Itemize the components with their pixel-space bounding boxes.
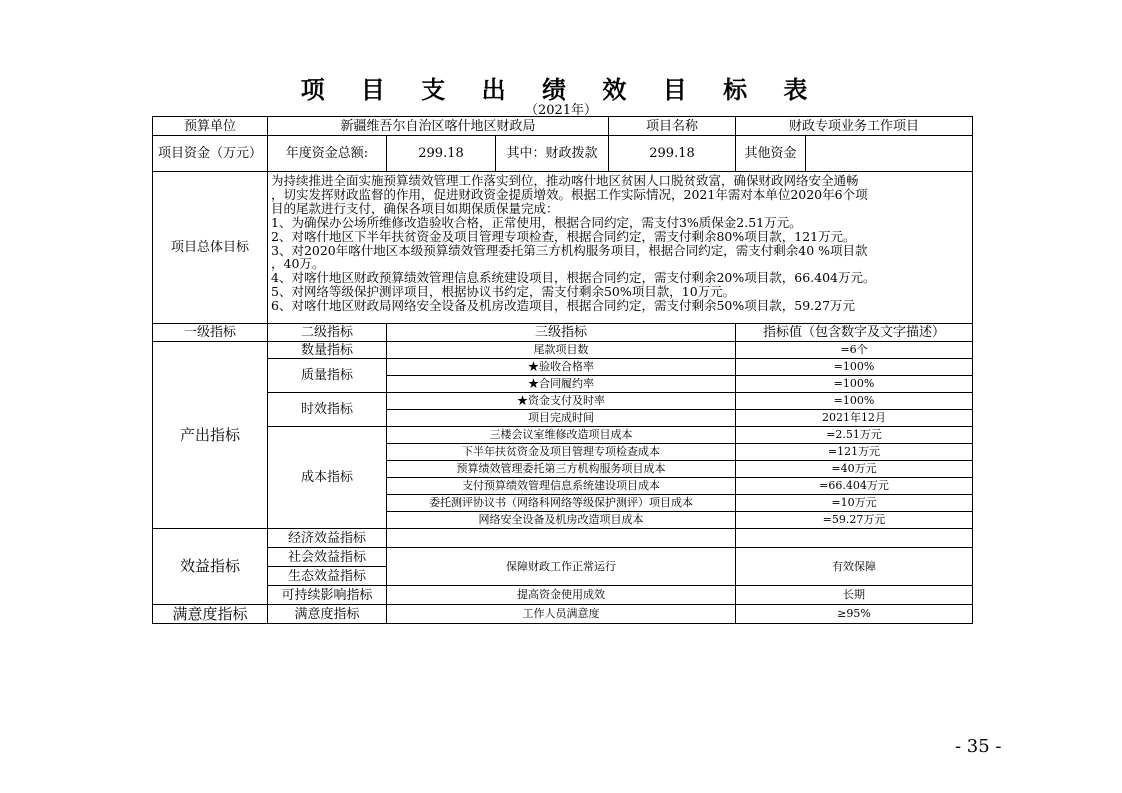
goal-row: [153, 172, 973, 324]
cost-indicator-label: 成本指标: [268, 427, 387, 529]
indicator-name: 尾款项目数: [387, 342, 736, 359]
time-indicator-label: 时效指标: [268, 393, 387, 427]
benefit-indicator-label: 效益指标: [153, 529, 268, 605]
indicator-value: =2.51万元: [736, 427, 973, 444]
indicator-value: 2021年12月: [736, 410, 973, 427]
table-row: [153, 427, 973, 444]
output-indicator-label: 产出指标: [153, 342, 268, 529]
table-row: [153, 605, 973, 624]
goal-line: 6、对喀什地区财政局网络安全设备及机房改造项目，根据合同约定，需支付剩余50%项目款，59.27万元: [271, 298, 856, 314]
indicator-name: [387, 529, 736, 548]
quantity-indicator-label: 数量指标: [268, 342, 387, 359]
indicator-value: =100%: [736, 376, 973, 393]
indicator-name: 保障财政工作正常运行: [387, 548, 736, 586]
table-row: [153, 586, 973, 605]
col-level3-header: 三级指标: [387, 324, 736, 342]
goal-text: [268, 172, 973, 324]
project-name-value: 财政专项业务工作项目: [736, 117, 973, 136]
col-level1-header: 一级指标: [153, 324, 268, 342]
indicator-value: =59.27万元: [736, 512, 973, 529]
project-name-label: 项目名称: [609, 117, 736, 136]
goal-label: 项目总体目标: [153, 172, 268, 324]
indicator-value: =10万元: [736, 495, 973, 512]
indicator-name: 提高资金使用成效: [387, 586, 736, 605]
performance-target-table: [152, 116, 973, 624]
social-benefit-label: 社会效益指标: [268, 548, 387, 567]
indicator-value: =121万元: [736, 444, 973, 461]
annual-funds-value: 299.18: [387, 136, 496, 172]
indicator-name: 网络安全设备及机房改造项目成本: [387, 512, 736, 529]
indicator-value: =100%: [736, 359, 973, 376]
table-row: [153, 359, 973, 376]
header-row: [153, 117, 973, 136]
goal-line: 为持续推进全面实施预算绩效管理工作落实到位，推动喀什地区贫困人口脱贫致富，确保财政网络安全通畅: [271, 173, 859, 188]
satisfaction-level2-label: 满意度指标: [268, 605, 387, 624]
document-title: 项 目 支 出 绩 效 目 标 表: [300, 76, 822, 104]
goal-line: 2、对喀什地区下半年扶贫资金及项目管理专项检查，根据合同约定，需支付剩余80%项目款，121万元。: [271, 228, 856, 244]
annual-funds-label: 年度资金总额:: [268, 136, 387, 172]
quality-indicator-label: 质量指标: [268, 359, 387, 393]
goal-line: 1、为确保办公场所维修改造验收合格，正常使用，根据合同约定，需支付3%质保金2.51万元。: [271, 214, 802, 230]
table-row: [153, 342, 973, 359]
table-row: [153, 393, 973, 410]
indicator-value: ≥95%: [736, 605, 973, 624]
column-header-row: [153, 324, 973, 342]
indicator-name: 委托测评协议书（网络科网络等级保护测评）项目成本: [387, 495, 736, 512]
goal-line: ，40万。: [271, 256, 325, 272]
indicator-name: 三楼会议室维修改造项目成本: [387, 427, 736, 444]
indicator-name: 支付预算绩效管理信息系统建设项目成本: [387, 478, 736, 495]
indicator-value: 长期: [736, 586, 973, 605]
other-funds-label: 其他资金: [736, 136, 806, 172]
unit-value: 新疆维吾尔自治区喀什地区财政局: [268, 117, 609, 136]
indicator-name: 工作人员满意度: [387, 605, 736, 624]
unit-label: 预算单位: [153, 117, 268, 136]
goal-line: 目的尾款进行支付，确保各项目如期保质保量完成：: [271, 200, 559, 216]
fiscal-funds-label: 其中：财政拨款: [496, 136, 609, 172]
goal-line: 3、对2020年喀什地区本级预算绩效管理委托第三方机构服务项目，根据合同约定，需支付剩余40 %项目款: [271, 242, 868, 258]
fiscal-funds-value: 299.18: [609, 136, 736, 172]
col-value-header: 指标值（包含数字及文字描述）: [736, 324, 973, 342]
indicator-value: =66.404万元: [736, 478, 973, 495]
page-number: - 35 -: [955, 736, 1002, 757]
indicator-value: =40万元: [736, 461, 973, 478]
goal-line: 5、对网络等级保护测评项目，根据协议书约定，需支付剩余50%项目款，10万元。: [271, 284, 736, 300]
economic-benefit-label: 经济效益指标: [268, 529, 387, 548]
indicator-name: 项目完成时间: [387, 410, 736, 427]
table-row: [153, 548, 973, 567]
document-year: （2021年）: [524, 103, 598, 118]
indicator-name: ★合同履约率: [387, 376, 736, 393]
funds-row: [153, 136, 973, 172]
indicator-name: ★验收合格率: [387, 359, 736, 376]
other-funds-value: [806, 136, 973, 172]
goal-line: ，切实发挥财政监督的作用，促进财政资金提质增效。根据工作实际情况，2021年需对本单位2020年6个项: [271, 186, 868, 202]
indicator-name: ★资金支付及时率: [387, 393, 736, 410]
indicator-value: 有效保障: [736, 548, 973, 586]
satisfaction-indicator-label: 满意度指标: [153, 605, 268, 624]
indicator-name: 下半年扶贫资金及项目管理专项检查成本: [387, 444, 736, 461]
indicator-value: =6个: [736, 342, 973, 359]
goal-line: 4、对喀什地区财政预算绩效管理信息系统建设项目，根据合同约定，需支付剩余20%项目款，66.404万元。: [271, 270, 876, 286]
indicator-value: [736, 529, 973, 548]
ecological-benefit-label: 生态效益指标: [268, 567, 387, 586]
indicator-name: 预算绩效管理委托第三方机构服务项目成本: [387, 461, 736, 478]
table-row: [153, 529, 973, 548]
col-level2-header: 二级指标: [268, 324, 387, 342]
indicator-value: =100%: [736, 393, 973, 410]
funds-label: 项目资金（万元）: [153, 136, 268, 172]
sustainable-benefit-label: 可持续影响指标: [268, 586, 387, 605]
